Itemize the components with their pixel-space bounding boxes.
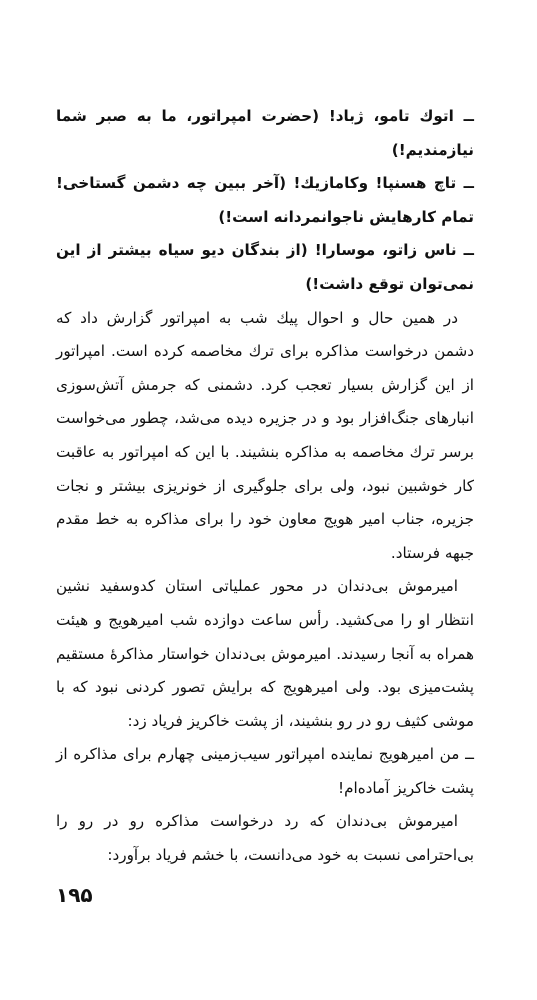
dialogue-line-3: ــ ناس زاتو، موسارا! (از بندگان دیو سیاه بیشتر از این نمی‌توان توقع داشت!) bbox=[56, 241, 474, 293]
narration-paragraph-1: در همین حال و احوال پیك شب به امپراتور گزارش داد كه دشمن درخواست مذاكره برای ترك مخاصمه كرده است. امپراتور از این گزارش بسیار تعجب كرد. دشمنی كه جرمش آتش‌سوزی انبارهای جنگ‌افزار بود و در جزیره دیده می‌شد، چطور می‌خواست برسر ترك مخاصمه به مذاكره بنشیند. با این كه امپراتور به عاقبت كار خوشبین نبود، ولی برای جلوگیری از خونریزی بیشتر و نجات جزیره، جناب امیر هویج معاون خود را برای مذاكره به خط مقدم جبهه فرستاد. bbox=[56, 308, 474, 562]
dialogue-line-4: ــ من امیرهویج نماینده امپراتور سیب‌زمینی چهارم برای مذاكره از پشت خاكریز آماده‌ام! bbox=[56, 745, 474, 797]
page-number: ۱۹۵ bbox=[56, 883, 93, 907]
narration-paragraph-3: امیرموش بی‌دندان كه رد درخواست مذاكره رو در رو را بی‌احترامی نسبت به خود می‌دانست، با خشم فریاد برآورد: bbox=[56, 812, 474, 865]
dialogue-line-1: ــ اتوك تامو، ژباد! (حضرت امپراتور، ما به صبر شما نیازمندیم!) bbox=[56, 107, 474, 159]
dialogue-line-2: ــ تاچ هسنپا! وكامازیك! (آخر ببین چه دشمن گستاخی! تمام كارهایش ناجوانمردانه است!) bbox=[56, 174, 474, 226]
narration-paragraph-2: امیرموش بی‌دندان در محور عملیاتی استان كدوسفید نشین انتظار او را می‌كشید. رأس ساعت دوازده شب امیرهویج و هیئت همراه به آنجا رسیدند. امیرموش بی‌دندان خواستار مذاكرهٔ مستقیم پشت‌میزی بود. ولی امیرهویج كه برایش تصور كردنی نبود كه با موشی كثیف رو در رو بنشیند، از پشت خاكریز فریاد زد: bbox=[56, 577, 474, 730]
page-body-text bbox=[56, 100, 474, 873]
